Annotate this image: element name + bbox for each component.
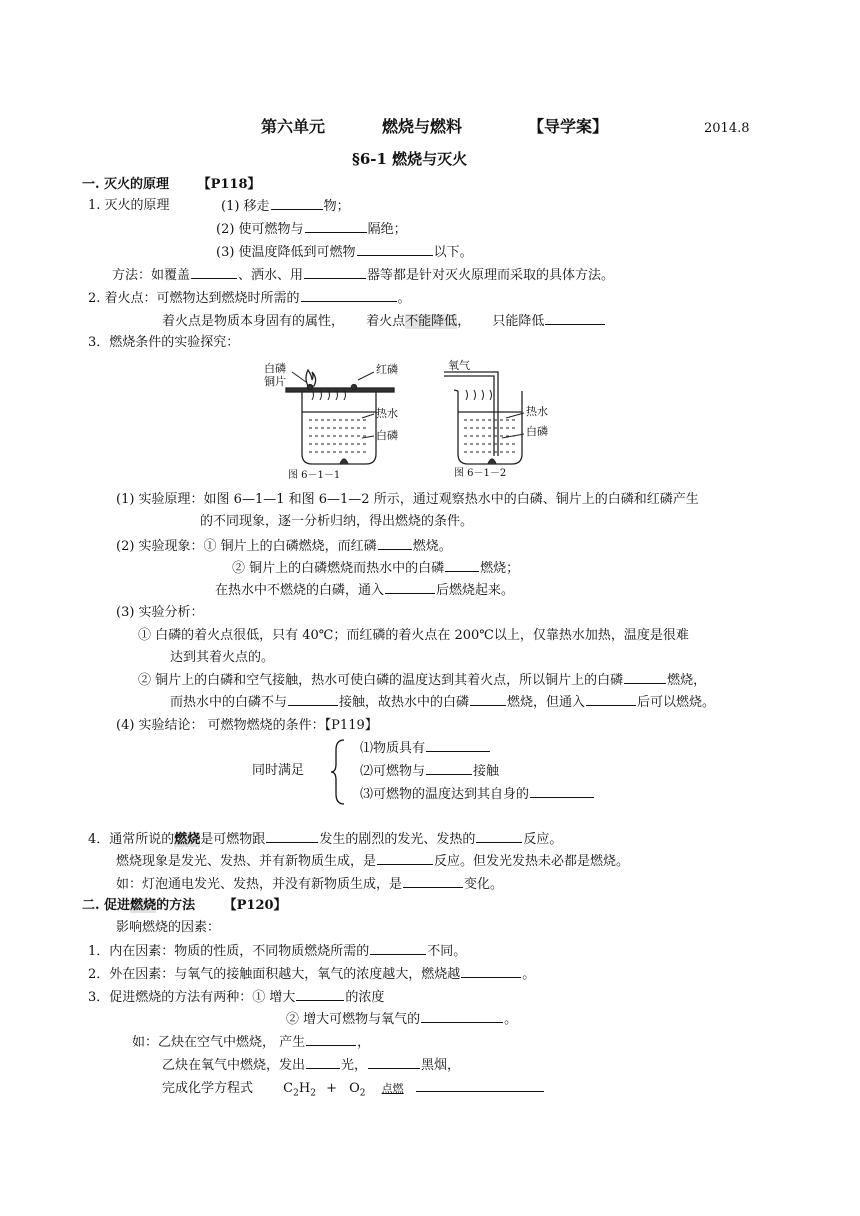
exp-principle-1: (1) 实验原理：如图 6—1—1 和图 6—1—2 所示，通过观察热水中的白磷、铜片上的白磷和红磷产生 xyxy=(116,492,699,507)
condition-1: ⑴物质具有 xyxy=(360,739,491,758)
item4-line2: 燃烧现象是发光、发热、并有新物质生成，是 反应。但发光发热未必都是燃烧。 xyxy=(116,854,630,869)
fig1-label-hot-water: 热水 xyxy=(376,407,398,420)
item4-line3: 如：灯泡通电发光、发热，并没有新物质生成，是 变化。 xyxy=(116,877,504,892)
exp-phenomenon-1: (2) 实验现象：① 铜片上的白磷燃烧，而红磷 燃烧。 xyxy=(116,539,452,554)
method-line: 方法：如覆盖 、洒水、用 器等都是针对灭火原理而采取的具体方法。 xyxy=(112,268,615,283)
condition-label: 同时满足 xyxy=(252,763,305,778)
part2-item3: 3．促进燃烧的方法有两种：① 增大 的浓度 xyxy=(88,990,385,1005)
part2-item1: 1．内在因素：物质的性质，不同物质燃烧所需的 不同。 xyxy=(88,944,467,959)
item1-b: (2) 使可燃物与 隔绝； xyxy=(216,222,407,237)
part1-heading xyxy=(82,176,261,194)
item2: 2. 着火点：可燃物达到燃烧时所需的 。 xyxy=(88,291,411,306)
fig2-caption: 图 6－1－2 xyxy=(454,468,507,479)
fig2-label-oxygen: 氧气 xyxy=(448,359,470,372)
unit-title: 第六单元 xyxy=(261,117,326,136)
document-date: 2014.8 xyxy=(704,121,750,136)
experiment-figure xyxy=(262,358,552,480)
part1-page-ref: 【P118】 xyxy=(197,177,261,192)
item2-note: 着火点是物质本身固有的属性， 着火点不能降低， 只能降低 xyxy=(162,312,606,331)
part2-intro: 影响燃烧的因素： xyxy=(116,920,221,935)
fig1-label-white-p2: 白磷 xyxy=(376,429,398,442)
part2-item3b: ② 增大可燃物与氧气的 。 xyxy=(286,1012,518,1027)
exp-analysis-1a: ① 白磷的着火点很低，只有 40℃；而红磷的着火点在 200℃以上，仅靠热水加热，温度是很难 xyxy=(138,628,689,643)
curly-brace-icon xyxy=(330,738,348,806)
exp-analysis: (3) 实验分析： xyxy=(116,605,204,620)
condition-3: ⑶可燃物的温度达到其自身的 xyxy=(360,785,595,804)
fig2-label-hot-water: 热水 xyxy=(526,405,548,418)
fig2-label-white-p: 白磷 xyxy=(526,425,548,438)
figure-2 xyxy=(444,372,524,464)
example-air: 如：乙炔在空气中燃烧， 产生 ， xyxy=(132,1035,371,1050)
part2-item2: 2．外在因素：与氧气的接触面积越大，氧气的浓度越大，燃烧越 。 xyxy=(88,967,536,982)
exp-phenomenon-3: 在热水中不燃烧的白磷，通入 后燃烧起来。 xyxy=(215,583,515,598)
condition-2: ⑵可燃物与 接触 xyxy=(360,764,500,779)
exp-conclusion: (4) 实验结论： 可燃物燃烧的条件：【P119】 xyxy=(116,718,378,733)
item1-label: 1. 灭火的原理 xyxy=(88,198,170,213)
item3: 3．燃烧条件的实验探究： xyxy=(88,335,240,350)
exp-analysis-1b: 达到其着火点的。 xyxy=(170,650,275,665)
exp-analysis-2a: ② 铜片上的白磷和空气接触，热水可使白磷的温度达到其着火点，所以铜片上的白磷 燃烧， xyxy=(138,673,707,688)
exp-principle-2: 的不同现象，逐一分析归纳，得出燃烧的条件。 xyxy=(200,514,474,529)
section-title: §6-1 燃烧与灭火 xyxy=(352,150,468,168)
guide-tag: 【导学案】 xyxy=(528,117,609,136)
exp-phenomenon-2: ② 铜片上的白磷燃烧而热水中的白磷 燃烧； xyxy=(232,561,520,576)
chemical-equation: 完成化学方程式 $C_2H_2 + O_2$ 点燃 xyxy=(162,1079,545,1103)
fig1-label-red-p: 红磷 xyxy=(376,363,398,376)
part2-heading: 二. 促进燃烧的方法 【P120】 xyxy=(82,898,287,913)
exp-analysis-2b: 而热水中的白磷不与 接触，故热水中的白磷 燃烧，但通入 后可以燃烧。 xyxy=(170,695,716,710)
fig1-label-white-p1: 白磷 xyxy=(264,362,286,375)
example-oxygen: 乙炔在氧气中燃烧，发出 光， 黑烟， xyxy=(162,1058,461,1073)
item1-a: (1) 移走 物； xyxy=(221,199,350,214)
unit-subtitle: 燃烧与燃料 xyxy=(382,117,463,136)
part1-heading-text: 一. 灭火的原理 xyxy=(82,177,170,192)
fig1-caption: 图 6－1－1 xyxy=(288,470,341,480)
item4-line1: 4．通常所说的燃烧是可燃物跟 发生的剧烈的发光、发热的 反应。 xyxy=(88,832,563,847)
item1-c: (3) 使温度降低到可燃物 以下。 xyxy=(216,245,473,260)
fig1-label-copper: 铜片 xyxy=(264,375,286,388)
